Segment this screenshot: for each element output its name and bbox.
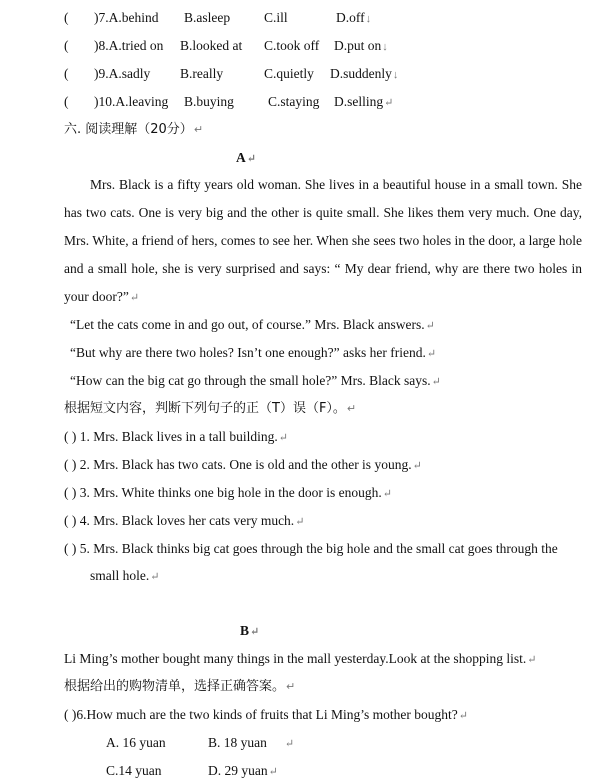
- choice-q: )8.A.tried on: [94, 38, 164, 53]
- dialogue-line-1: “Let the cats come in and go out, of course.” Mrs. Black answers.↵: [70, 317, 435, 332]
- question-6: ( )6.How much are the two kinds of fruits that Li Ming’s mother bought?↵: [64, 707, 468, 722]
- option-b: B. 18 yuan ↵: [208, 735, 295, 750]
- tf-item-5: ( ) 5. Mrs. Black thinks big cat goes through the big hole and the small cat goes through the: [64, 541, 558, 556]
- passage-a-heading: A↵: [236, 150, 256, 165]
- choice-row-8: ( )8.A.tried on B.looked at C.took off D.put on↓: [64, 36, 69, 56]
- passage-a-paragraph: Mrs. Black is a fifty years old woman. She lives in a beautiful house in a small town. She has two cats. One is very big and the other is quite small. She likes them very much. One day, Mrs. White, a friend of hers, comes to see her. When she sees two holes in the door, a large hole and a small hole, she is very surprised and says: “ My dear friend, why are there two holes in your door?”↵: [64, 177, 582, 304]
- tf-item-2: ( ) 2. Mrs. Black has two cats. One is old and the other is young.↵: [64, 457, 422, 472]
- choice-b: B.really: [180, 66, 224, 81]
- options-row-1: [106, 733, 295, 753]
- tf-item-5-continued: small hole.↵: [90, 568, 160, 583]
- choice-d: D.off↓: [336, 10, 372, 25]
- choice-c: C.ill: [264, 10, 288, 25]
- dialogue-line-3: “How can the big cat go through the small hole?” Mrs. Black says.↵: [70, 373, 441, 388]
- choice-b: B.buying: [184, 94, 234, 109]
- choice-row-9: ( )9.A.sadly B.really C.quietly D.suddenly↓: [64, 64, 69, 84]
- options-row-2: [106, 761, 278, 781]
- choice-q: )9.A.sadly: [94, 66, 151, 81]
- choice-q: )10.A.leaving: [94, 94, 169, 109]
- choice-c: C.staying: [268, 94, 320, 109]
- passage-b-intro: Li Ming’s mother bought many things in the mall yesterday.Look at the shopping list.↵: [64, 651, 537, 666]
- choice-c: C.took off: [264, 38, 320, 53]
- option-a: A. 16 yuan: [106, 735, 166, 750]
- choice-d: D.suddenly↓: [330, 66, 399, 81]
- tf-item-3: ( ) 3. Mrs. White thinks one big hole in the door is enough.↵: [64, 485, 392, 500]
- passage-b-heading: B↵: [240, 623, 260, 638]
- choice-row-7: ( )7.A.behind B.asleep C.ill D.off↓: [64, 8, 69, 28]
- section-title: 六. 阅读理解（20分）↵: [64, 122, 204, 137]
- dialogue-line-2: “But why are there two holes? Isn’t one enough?” asks her friend.↵: [70, 345, 437, 360]
- tf-instruction: 根据短文内容，判断下列句子的正（T）误（F）。↵: [64, 401, 357, 416]
- choice-q: )7.A.behind: [94, 10, 159, 25]
- choice-c: C.quietly: [264, 66, 314, 81]
- passage-b-instruction: 根据给出的购物清单，选择正确答案。↵: [64, 679, 296, 694]
- choice-b: B.asleep: [184, 10, 231, 25]
- tf-item-4: ( ) 4. Mrs. Black loves her cats very much.↵: [64, 513, 305, 528]
- tf-item-1: ( ) 1. Mrs. Black lives in a tall building.↵: [64, 429, 288, 444]
- choice-d: D.selling↵: [334, 94, 394, 109]
- choice-d: D.put on↓: [334, 38, 388, 53]
- option-d: D. 29 yuan↵: [208, 763, 278, 778]
- choice-row-10: ( )10.A.leaving B.buying C.staying D.selling↵: [64, 92, 69, 112]
- option-c: C.14 yuan: [106, 763, 162, 778]
- choice-b: B.looked at: [180, 38, 243, 53]
